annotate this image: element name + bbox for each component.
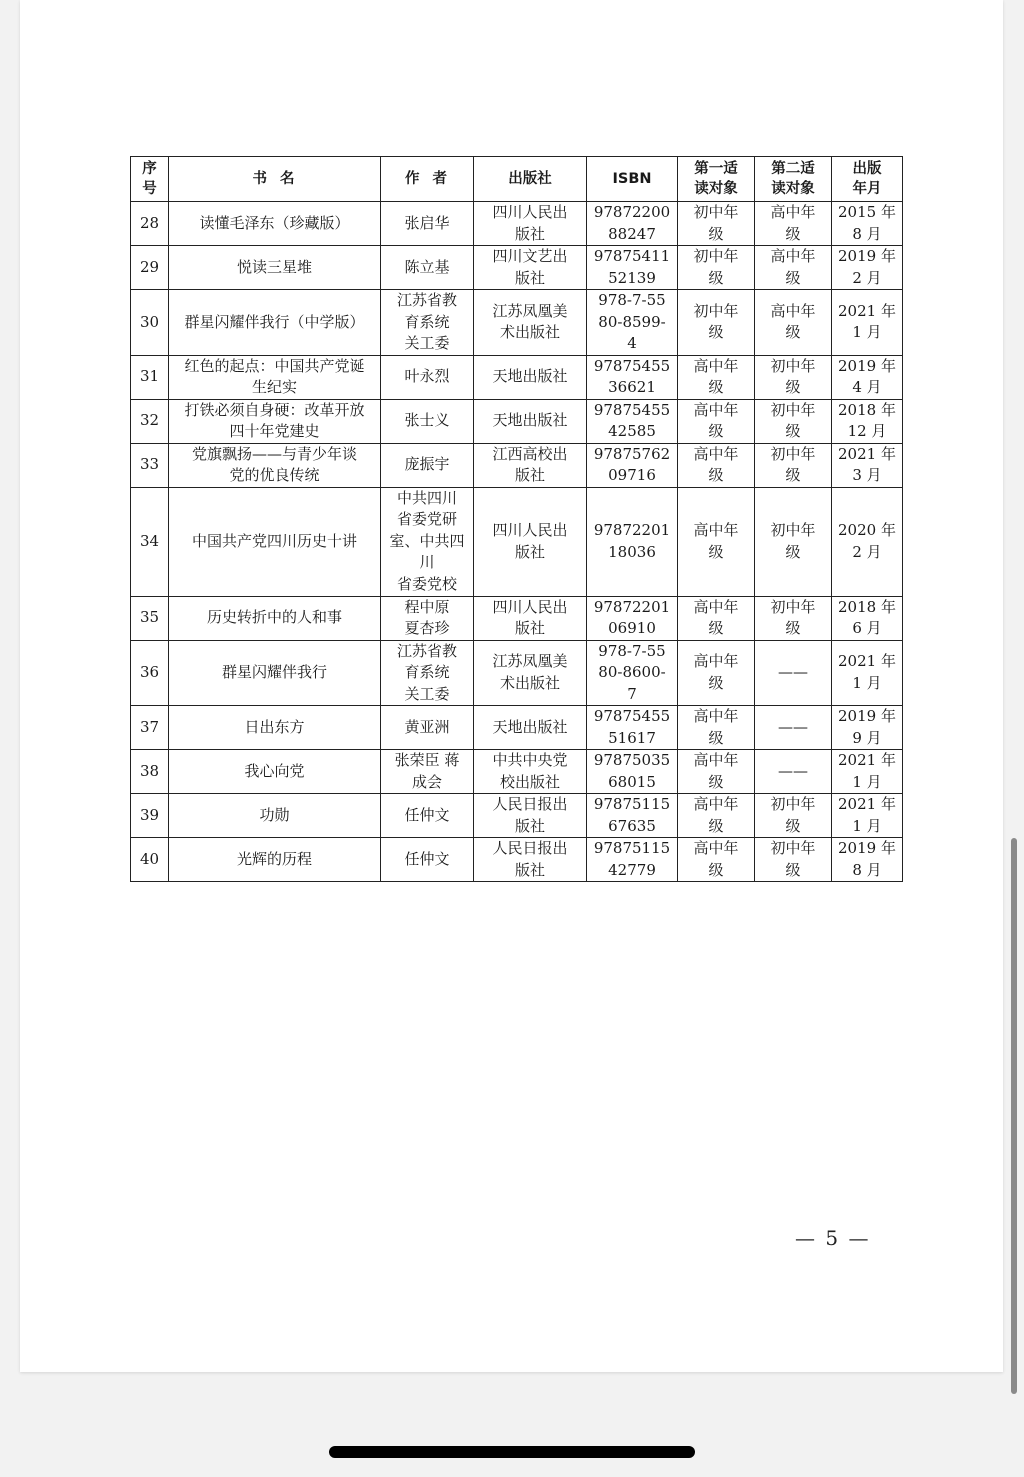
cell-author: 江苏省教 育系统 关工委 (381, 290, 474, 356)
cell-isbn: 97872201 18036 (587, 487, 678, 596)
table-row (131, 596, 903, 640)
cell-isbn: 97875455 36621 (587, 355, 678, 399)
cell-index: 40 (131, 838, 169, 882)
cell-pub-date: 2021 年 3 月 (832, 443, 903, 487)
cell-isbn: 97875115 42779 (587, 838, 678, 882)
cell-author: 张士义 (381, 399, 474, 443)
table-row (131, 202, 903, 246)
book-table-container (130, 156, 903, 882)
cell-second-reader: —— (755, 750, 832, 794)
cell-pub-date: 2019 年 4 月 (832, 355, 903, 399)
cell-second-reader: —— (755, 640, 832, 706)
cell-first-reader: 高中年 级 (678, 596, 755, 640)
cell-publisher: 中共中央党 校出版社 (474, 750, 587, 794)
cell-isbn: 97875035 68015 (587, 750, 678, 794)
cell-author: 庞振宇 (381, 443, 474, 487)
cell-title: 群星闪耀伴我行（中学版） (169, 290, 381, 356)
header-isbn: ISBN (587, 157, 678, 202)
cell-publisher: 江苏凤凰美 术出版社 (474, 640, 587, 706)
cell-isbn: 978-7-55 80-8600- 7 (587, 640, 678, 706)
cell-publisher: 四川人民出 版社 (474, 596, 587, 640)
cell-publisher: 人民日报出 版社 (474, 838, 587, 882)
page-number: — 5 — (795, 1226, 871, 1250)
table-row (131, 640, 903, 706)
cell-isbn: 978-7-55 80-8599- 4 (587, 290, 678, 356)
cell-index: 37 (131, 706, 169, 750)
header-second-reader: 第二适 读对象 (755, 157, 832, 202)
cell-second-reader: —— (755, 706, 832, 750)
cell-isbn: 97875411 52139 (587, 246, 678, 290)
cell-author: 中共四川 省委党研 室、中共四 川 省委党校 (381, 487, 474, 596)
cell-first-reader: 高中年 级 (678, 399, 755, 443)
cell-author: 陈立基 (381, 246, 474, 290)
cell-title: 光辉的历程 (169, 838, 381, 882)
cell-index: 38 (131, 750, 169, 794)
cell-index: 31 (131, 355, 169, 399)
table-row (131, 838, 903, 882)
table-row (131, 750, 903, 794)
cell-second-reader: 初中年 级 (755, 794, 832, 838)
cell-isbn: 97872201 06910 (587, 596, 678, 640)
cell-title: 群星闪耀伴我行 (169, 640, 381, 706)
header-index: 序 号 (131, 157, 169, 202)
cell-publisher: 天地出版社 (474, 355, 587, 399)
cell-pub-date: 2020 年 2 月 (832, 487, 903, 596)
cell-author: 张启华 (381, 202, 474, 246)
cell-pub-date: 2019 年 8 月 (832, 838, 903, 882)
cell-author: 黄亚洲 (381, 706, 474, 750)
cell-first-reader: 高中年 级 (678, 443, 755, 487)
cell-index: 28 (131, 202, 169, 246)
cell-title: 打铁必须自身硬：改革开放 四十年党建史 (169, 399, 381, 443)
cell-first-reader: 高中年 级 (678, 487, 755, 596)
cell-title: 悦读三星堆 (169, 246, 381, 290)
cell-author: 叶永烈 (381, 355, 474, 399)
cell-publisher: 天地出版社 (474, 706, 587, 750)
table-row (131, 290, 903, 356)
cell-title: 中国共产党四川历史十讲 (169, 487, 381, 596)
table-row (131, 443, 903, 487)
table-row (131, 399, 903, 443)
cell-pub-date: 2015 年 8 月 (832, 202, 903, 246)
cell-isbn: 97875115 67635 (587, 794, 678, 838)
cell-author: 张荣臣 蒋 成会 (381, 750, 474, 794)
cell-index: 39 (131, 794, 169, 838)
scrollbar[interactable] (1011, 838, 1017, 1394)
cell-publisher: 江苏凤凰美 术出版社 (474, 290, 587, 356)
cell-isbn: 97872200 88247 (587, 202, 678, 246)
cell-author: 江苏省教 育系统 关工委 (381, 640, 474, 706)
cell-second-reader: 初中年 级 (755, 355, 832, 399)
cell-pub-date: 2021 年 1 月 (832, 794, 903, 838)
cell-index: 29 (131, 246, 169, 290)
cell-title: 功勋 (169, 794, 381, 838)
cell-author: 任仲文 (381, 794, 474, 838)
cell-second-reader: 高中年 级 (755, 246, 832, 290)
cell-index: 36 (131, 640, 169, 706)
cell-publisher: 江西高校出 版社 (474, 443, 587, 487)
cell-first-reader: 高中年 级 (678, 838, 755, 882)
cell-pub-date: 2019 年 2 月 (832, 246, 903, 290)
cell-title: 日出东方 (169, 706, 381, 750)
table-row (131, 246, 903, 290)
cell-pub-date: 2021 年 1 月 (832, 640, 903, 706)
cell-isbn: 97875762 09716 (587, 443, 678, 487)
cell-second-reader: 初中年 级 (755, 399, 832, 443)
header-pub-date: 出版 年月 (832, 157, 903, 202)
cell-publisher: 天地出版社 (474, 399, 587, 443)
document-page (20, 0, 1003, 1372)
cell-index: 30 (131, 290, 169, 356)
cell-publisher: 四川人民出 版社 (474, 202, 587, 246)
cell-first-reader: 高中年 级 (678, 750, 755, 794)
table-row (131, 706, 903, 750)
cell-title: 我心向党 (169, 750, 381, 794)
table-row (131, 487, 903, 596)
cell-isbn: 97875455 51617 (587, 706, 678, 750)
cell-second-reader: 初中年 级 (755, 487, 832, 596)
header-title: 书名 (169, 157, 381, 202)
home-indicator[interactable] (329, 1446, 695, 1458)
cell-second-reader: 高中年 级 (755, 202, 832, 246)
cell-publisher: 四川人民出 版社 (474, 487, 587, 596)
table-body (131, 202, 903, 882)
cell-author: 程中原 夏杏珍 (381, 596, 474, 640)
header-publisher: 出版社 (474, 157, 587, 202)
header-author: 作者 (381, 157, 474, 202)
cell-publisher: 四川文艺出 版社 (474, 246, 587, 290)
cell-pub-date: 2021 年 1 月 (832, 750, 903, 794)
cell-index: 33 (131, 443, 169, 487)
cell-first-reader: 初中年 级 (678, 290, 755, 356)
cell-index: 34 (131, 487, 169, 596)
header-first-reader: 第一适 读对象 (678, 157, 755, 202)
table-row (131, 355, 903, 399)
cell-first-reader: 高中年 级 (678, 355, 755, 399)
cell-second-reader: 初中年 级 (755, 596, 832, 640)
cell-title: 红色的起点：中国共产党诞 生纪实 (169, 355, 381, 399)
cell-title: 党旗飘扬——与青少年谈 党的优良传统 (169, 443, 381, 487)
table-header-row (131, 157, 903, 202)
cell-publisher: 人民日报出 版社 (474, 794, 587, 838)
cell-pub-date: 2021 年 1 月 (832, 290, 903, 356)
cell-author: 任仲文 (381, 838, 474, 882)
cell-pub-date: 2018 年 12 月 (832, 399, 903, 443)
table-row (131, 794, 903, 838)
cell-second-reader: 初中年 级 (755, 443, 832, 487)
cell-index: 32 (131, 399, 169, 443)
cell-first-reader: 初中年 级 (678, 246, 755, 290)
cell-title: 历史转折中的人和事 (169, 596, 381, 640)
cell-first-reader: 高中年 级 (678, 706, 755, 750)
cell-first-reader: 初中年 级 (678, 202, 755, 246)
cell-index: 35 (131, 596, 169, 640)
book-list-table (130, 156, 903, 882)
cell-pub-date: 2018 年 6 月 (832, 596, 903, 640)
cell-isbn: 97875455 42585 (587, 399, 678, 443)
cell-second-reader: 初中年 级 (755, 838, 832, 882)
cell-first-reader: 高中年 级 (678, 640, 755, 706)
cell-title: 读懂毛泽东（珍藏版） (169, 202, 381, 246)
cell-second-reader: 高中年 级 (755, 290, 832, 356)
cell-pub-date: 2019 年 9 月 (832, 706, 903, 750)
cell-first-reader: 高中年 级 (678, 794, 755, 838)
